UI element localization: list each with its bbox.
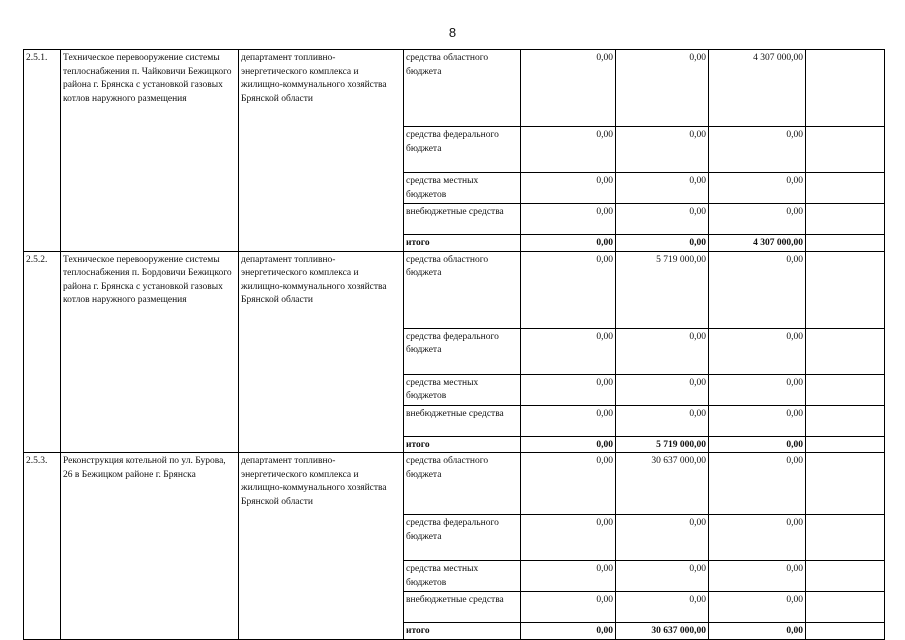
table-row <box>24 453 885 515</box>
value-cell: 0,00 <box>616 50 709 127</box>
funding-source: средства местных бюджетов <box>404 173 521 204</box>
table-row <box>24 50 885 127</box>
value-cell: 0,00 <box>709 623 806 640</box>
empty-cell <box>806 204 885 235</box>
empty-cell <box>806 453 885 515</box>
value-cell: 0,00 <box>709 328 806 374</box>
funding-source: средства федерального бюджета <box>404 515 521 561</box>
value-cell: 0,00 <box>616 235 709 252</box>
item-code: 2.5.1. <box>24 50 61 252</box>
item-executor: департамент топливно-энергетического комплекса и жилищно-коммунального хозяйства Брянской области <box>239 50 404 252</box>
funding-source: внебюджетные средства <box>404 405 521 436</box>
empty-cell <box>806 436 885 453</box>
value-cell: 5 719 000,00 <box>616 436 709 453</box>
value-cell: 4 307 000,00 <box>709 50 806 127</box>
value-cell: 0,00 <box>521 453 616 515</box>
item-name: Реконструкция котельной по ул. Бурова, 26 в Бежицком районе г. Брянска <box>61 453 239 640</box>
value-cell: 0,00 <box>709 127 806 173</box>
empty-cell <box>806 235 885 252</box>
value-cell: 0,00 <box>521 127 616 173</box>
empty-cell <box>806 173 885 204</box>
value-cell: 0,00 <box>709 405 806 436</box>
funding-source: внебюджетные средства <box>404 204 521 235</box>
funding-source: внебюджетные средства <box>404 592 521 623</box>
value-cell: 0,00 <box>521 561 616 592</box>
empty-cell <box>806 592 885 623</box>
value-cell: 0,00 <box>616 204 709 235</box>
budget-table <box>23 49 885 640</box>
value-cell: 0,00 <box>616 173 709 204</box>
funding-source: средства местных бюджетов <box>404 561 521 592</box>
funding-source: средства федерального бюджета <box>404 328 521 374</box>
funding-source-total: итого <box>404 235 521 252</box>
item-code: 2.5.3. <box>24 453 61 640</box>
empty-cell <box>806 328 885 374</box>
funding-source: средства областного бюджета <box>404 453 521 515</box>
value-cell: 0,00 <box>709 453 806 515</box>
empty-cell <box>806 374 885 405</box>
value-cell: 0,00 <box>521 623 616 640</box>
value-cell: 4 307 000,00 <box>709 235 806 252</box>
value-cell: 0,00 <box>709 436 806 453</box>
funding-source: средства областного бюджета <box>404 50 521 127</box>
value-cell: 0,00 <box>709 204 806 235</box>
empty-cell <box>806 251 885 328</box>
empty-cell <box>806 405 885 436</box>
funding-source-total: итого <box>404 436 521 453</box>
item-name: Техническое перевооружение системы теплоснабжения п. Бордовичи Бежицкого района г. Брянска с установкой газовых котлов наружного размещения <box>61 251 239 453</box>
funding-source: средства федерального бюджета <box>404 127 521 173</box>
value-cell: 0,00 <box>521 405 616 436</box>
value-cell: 0,00 <box>709 251 806 328</box>
value-cell: 0,00 <box>616 515 709 561</box>
value-cell: 0,00 <box>709 592 806 623</box>
item-executor: департамент топливно-энергетического комплекса и жилищно-коммунального хозяйства Брянской области <box>239 251 404 453</box>
item-name: Техническое перевооружение системы теплоснабжения п. Чайковичи Бежицкого района г. Брянска с установкой газовых котлов наружного размещения <box>61 50 239 252</box>
value-cell: 0,00 <box>521 328 616 374</box>
value-cell: 0,00 <box>709 515 806 561</box>
empty-cell <box>806 50 885 127</box>
value-cell: 0,00 <box>616 561 709 592</box>
value-cell: 0,00 <box>521 173 616 204</box>
item-code: 2.5.2. <box>24 251 61 453</box>
value-cell: 0,00 <box>709 561 806 592</box>
value-cell: 0,00 <box>709 173 806 204</box>
value-cell: 0,00 <box>521 592 616 623</box>
value-cell: 0,00 <box>616 374 709 405</box>
funding-source: средства местных бюджетов <box>404 374 521 405</box>
empty-cell <box>806 515 885 561</box>
value-cell: 0,00 <box>709 374 806 405</box>
value-cell: 0,00 <box>616 592 709 623</box>
value-cell: 0,00 <box>521 515 616 561</box>
value-cell: 0,00 <box>616 328 709 374</box>
item-executor: департамент топливно-энергетического комплекса и жилищно-коммунального хозяйства Брянской области <box>239 453 404 640</box>
funding-source: средства областного бюджета <box>404 251 521 328</box>
page-number: 8 <box>448 25 457 40</box>
value-cell: 0,00 <box>521 50 616 127</box>
value-cell: 5 719 000,00 <box>616 251 709 328</box>
empty-cell <box>806 127 885 173</box>
value-cell: 0,00 <box>521 235 616 252</box>
value-cell: 0,00 <box>521 204 616 235</box>
value-cell: 30 637 000,00 <box>616 453 709 515</box>
empty-cell <box>806 561 885 592</box>
value-cell: 0,00 <box>521 436 616 453</box>
value-cell: 30 637 000,00 <box>616 623 709 640</box>
table-row <box>24 251 885 328</box>
value-cell: 0,00 <box>616 405 709 436</box>
value-cell: 0,00 <box>616 127 709 173</box>
empty-cell <box>806 623 885 640</box>
value-cell: 0,00 <box>521 374 616 405</box>
value-cell: 0,00 <box>521 251 616 328</box>
funding-source-total: итого <box>404 623 521 640</box>
